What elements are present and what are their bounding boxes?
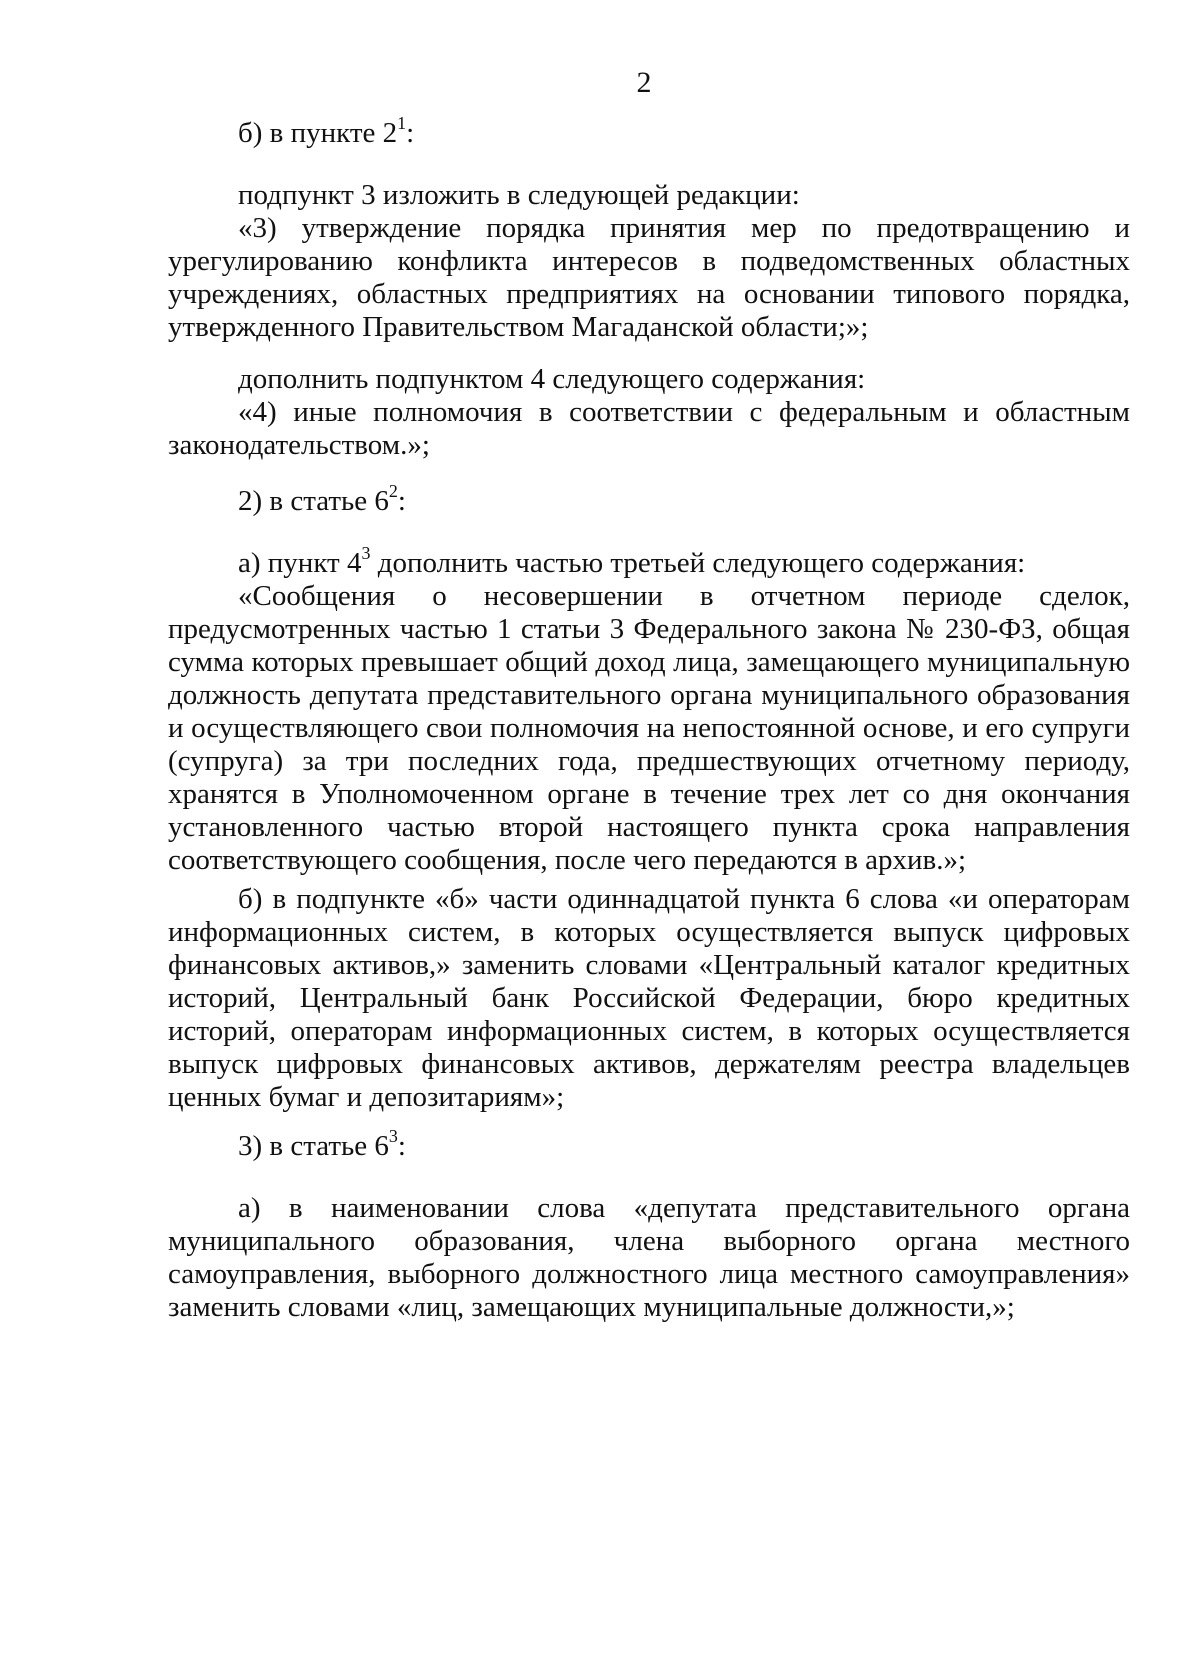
- section-2-heading: 2) в статье $6^2$:: [238, 481, 406, 517]
- section-1-subitem-3: [168, 179, 1130, 344]
- page-number: 2: [636, 66, 652, 99]
- subitem-3-text: «3) утверждение порядка принятия мер по предотвращению и урегулированию конфликта интересов в подведомственных областных учреждениях, областных предприятиях на основании типового порядка, утвержденного Правительством Магаданской области;»;: [168, 212, 1130, 343]
- item-a-intro: а) пункт $4^3$ дополнить частью третьей следующего содержания:: [238, 543, 1026, 579]
- item-b-text: б) в подпункте «б» части одиннадцатой пункта 6 слова «и операторам информационных систем, в которых осуществляется выпуск цифровых финансовых активов,» заменить словами «Центральный каталог кредитных историй, Центральный банк Российской Федерации, бюро кредитных историй, операторам информационных систем, в которых осуществляется выпуск цифровых финансовых активов, держателям реестра владельцев ценных бумаг и депозитариям»;: [168, 883, 1130, 1113]
- section-1-heading: б) в пункте $2^1$:: [238, 113, 415, 149]
- section-2-item-b: [168, 883, 1130, 1114]
- section-1-subitem-4: [168, 363, 1130, 462]
- section-3-item-a: [168, 1192, 1130, 1324]
- section-2-item-a: [168, 543, 1130, 877]
- subitem-3-intro: подпункт 3 изложить в следующей редакции:: [238, 179, 800, 211]
- section-3-item-a-text: а) в наименовании слова «депутата представительного органа муниципального образования, члена выборного органа местного самоуправления, выборного должностного лица местного самоуправления» заменить словами «лиц, замещающих муниципальные должности,»;: [168, 1192, 1130, 1323]
- item-a-text: «Сообщения о несовершении в отчетном периоде сделок, предусмотренных частью 1 статьи 3 Федерального закона № 230-ФЗ, общая сумма которых превышает общий доход лица, замещающего муниципальную должность депутата представительного органа муниципального образования и осуществляющего свои полномочия на непостоянной основе, и его супруги (супруга) за три последних года, предшествующих отчетному периоду, хранятся в Уполномоченном органе в течение трех лет со дня окончания установленного частью второй настоящего пункта срока направления соответствующего сообщения, после чего передаются в архив.»;: [168, 580, 1130, 876]
- subitem-4-text: «4) иные полномочия в соответствии с федеральным и областным законодательством.»;: [168, 396, 1130, 461]
- section-3-heading: 3) в статье $6^3$:: [238, 1126, 406, 1162]
- subitem-4-intro: дополнить подпунктом 4 следующего содержания:: [238, 363, 866, 395]
